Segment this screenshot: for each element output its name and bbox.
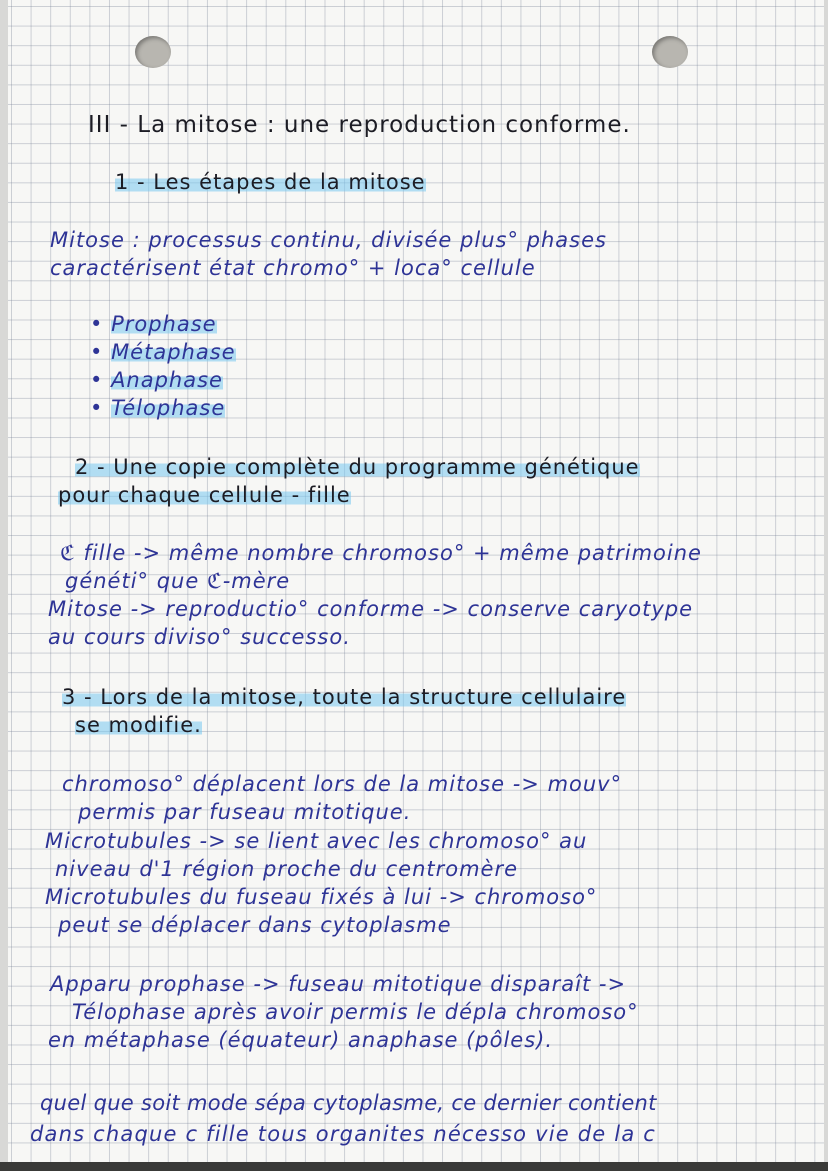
text-line: Microtubules du fuseau fixés à lui -> chromoso° <box>45 885 598 909</box>
punch-hole-right <box>652 36 688 68</box>
text-line: Mitose -> reproductio° conforme -> conserve caryotype <box>48 597 693 621</box>
section3-heading-cont: se modifie. <box>75 713 202 737</box>
page-bottom-edge <box>0 1162 828 1171</box>
text-line: ℭ fille -> même nombre chromoso° + même patrimoine <box>60 541 702 565</box>
phase-label: Prophase <box>111 312 217 336</box>
section2-heading-cont: pour chaque cellule - fille <box>58 483 351 507</box>
text-line: caractérisent état chromo° + loca° cellule <box>50 256 536 280</box>
text-line: généti° que ℭ-mère <box>65 569 291 593</box>
text-line: Télophase après avoir permis le dépla chromoso° <box>72 1000 639 1024</box>
punch-hole-left <box>135 36 171 68</box>
phase-label: Télophase <box>111 396 226 420</box>
section3-heading: 3 - Lors de la mitose, toute la structure cellulaire <box>62 685 627 709</box>
text-line: peut se déplacer dans cytoplasme <box>58 913 452 937</box>
text-line: Microtubules -> se lient avec les chromoso° au <box>45 829 588 853</box>
text-line: chromoso° déplacent lors de la mitose -> mouv° <box>62 772 623 796</box>
phase-item: • Prophase <box>90 312 217 336</box>
text-line: Apparu prophase -> fuseau mitotique disparaît -> <box>50 972 627 996</box>
phase-item: • Anaphase <box>90 368 223 392</box>
phase-item: • Métaphase <box>90 340 236 364</box>
text-line: Mitose : processus continu, divisée plus° phases <box>50 228 607 252</box>
section1-heading: 1 - Les étapes de la mitose <box>115 170 426 194</box>
text-line: dans chaque c fille tous organites nécesso vie de la c <box>30 1122 657 1146</box>
text-line: en métaphase (équateur) anaphase (pôles). <box>48 1028 554 1052</box>
text-line: permis par fuseau mitotique. <box>78 800 412 824</box>
section2-heading: 2 - Une copie complète du programme génétique <box>75 455 640 479</box>
text-line: quel que soit mode sépa cytoplasme, ce dernier contient <box>40 1091 657 1115</box>
phase-label: Anaphase <box>111 368 223 392</box>
phase-item: • Télophase <box>90 396 226 420</box>
phase-label: Métaphase <box>111 340 236 364</box>
page-title: III - La mitose : une reproduction conforme. <box>88 112 631 138</box>
text-line: au cours diviso° successo. <box>48 625 351 649</box>
text-line: niveau d'1 région proche du centromère <box>55 857 519 881</box>
